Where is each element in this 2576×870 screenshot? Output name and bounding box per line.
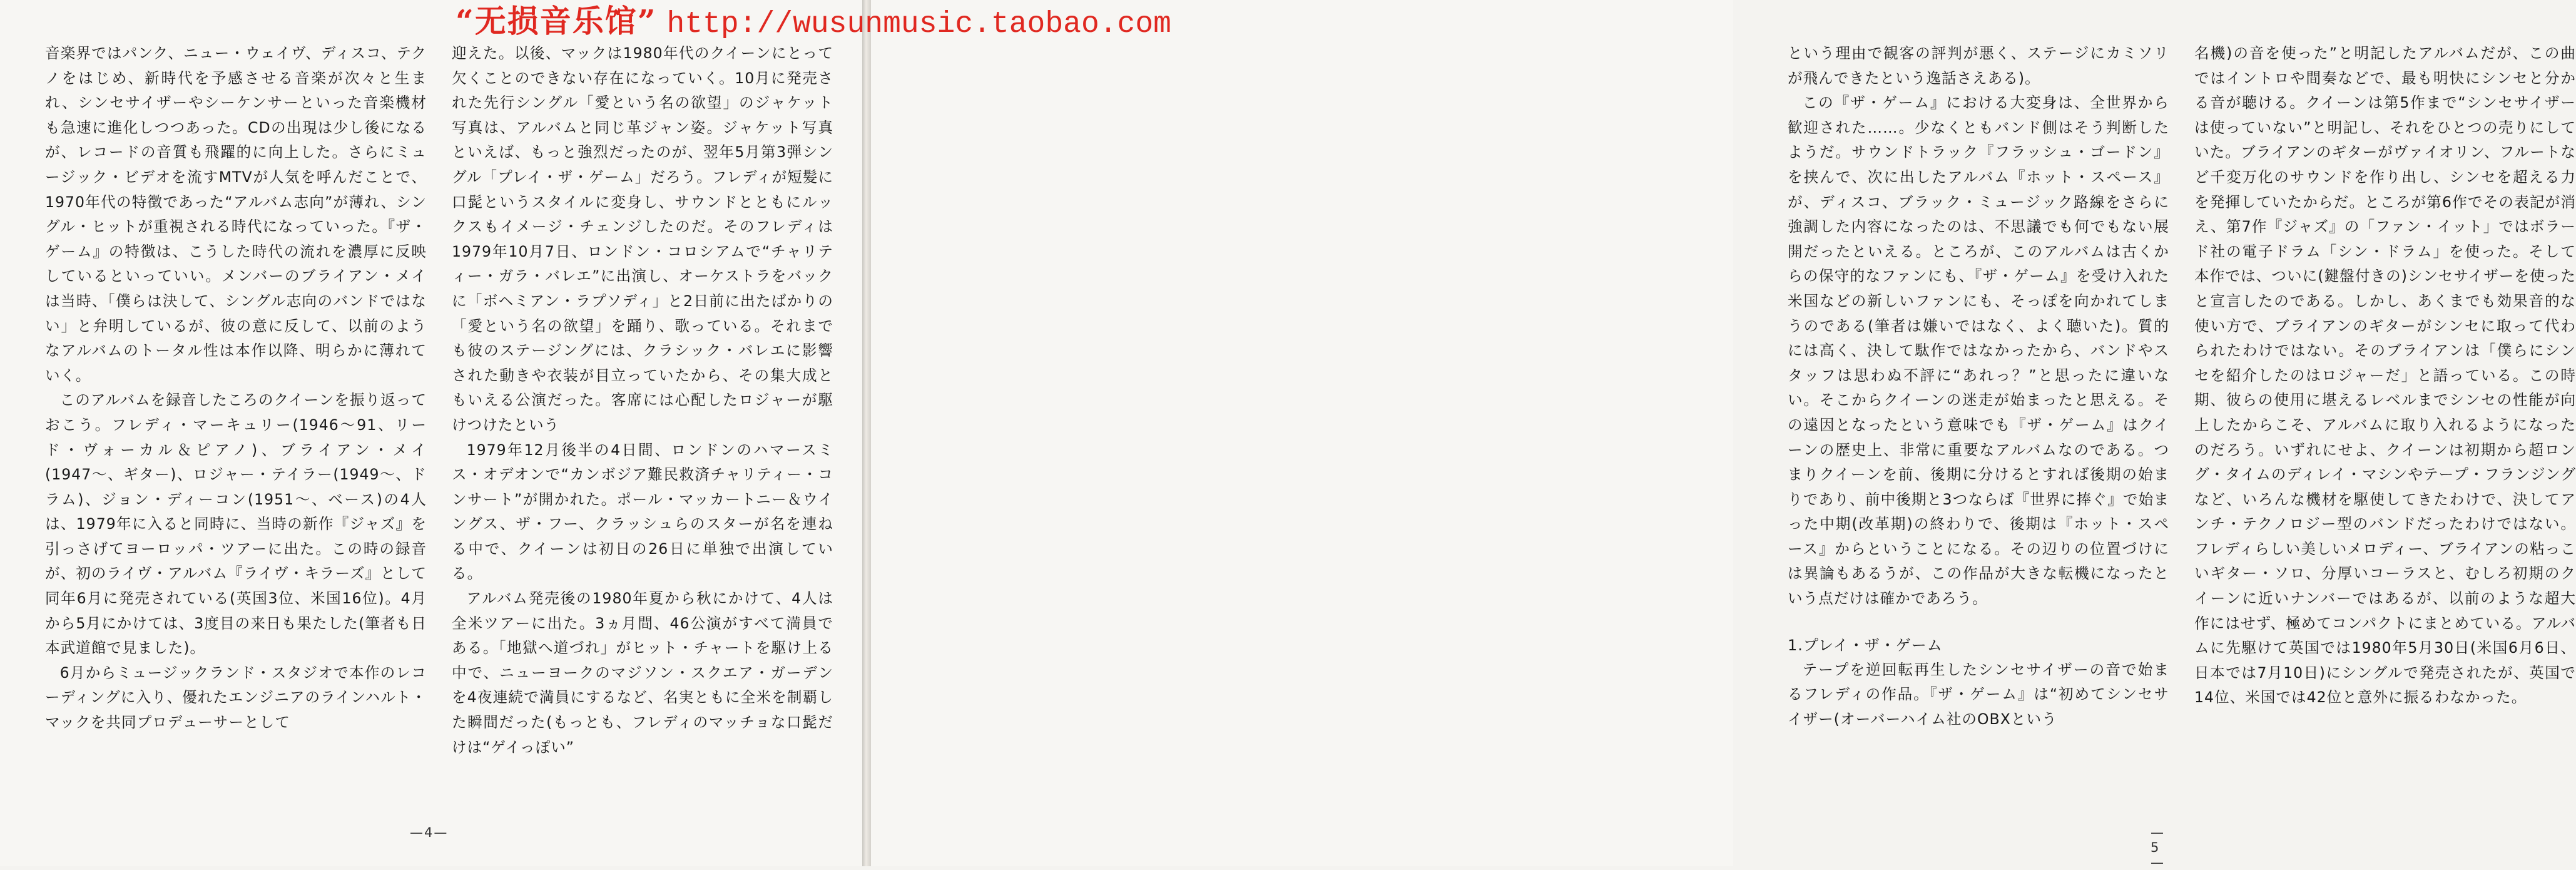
text-column-1: [45, 41, 427, 735]
paragraph: アルバム発売後の1980年夏から秋にかけて、4人は全米ツアーに出た。3ヵ月間、46公演がすべて満員である。「地獄へ道づれ」がヒット・チャートを駆け上る中で、ニューヨークのマジソン・スクエア・ガーデンを4夜連続で満員にするなど、名実ともに全米を制覇した瞬間だった(もっとも、フレディのマッチョな口髭だけは“ゲイっぽい”: [452, 590, 833, 756]
book-gutter: [862, 0, 871, 866]
track-heading: 1.プレイ・ザ・ゲーム: [1788, 636, 1943, 654]
text-column-4: [2194, 41, 2576, 710]
paragraph: 迎えた。以後、マックは1980年代のクイーンにとって欠くことのできない存在になっていく。10月に発売された先行シングル「愛という名の欲望」のジャケット写真は、アルバムと同じ革ジャン姿。ジャケット写真といえば、もっと強烈だったのが、翌年5月第3弾シングル「プレイ・ザ・ゲーム」だろう。フレディが短髪に口髭というスタイルに変身し、サウンドとともにルックスもイメージ・チェンジしたのだ。そのフレディは1979年10月7日、ロンドン・コロシアムで“チャリティー・ガラ・バレエ”に出演し、オーケストラをバックに「ボヘミアン・ラプソディ」と2日前に出たばかりの「愛という名の欲望」を踊り、歌っている。それまでも彼のステージングには、クラシック・バレエに影響された動きや衣装が目立っていたから、その集大成ともいえる公演だった。客席には心配したロジャーが駆けつけたという: [452, 44, 833, 434]
paragraph: この『ザ・ゲーム』における大変身は、全世界から歓迎された……。少なくともバンド側はそう判断したようだ。サウンドトラック『フラッシュ・ゴードン』を挟んで、次に出したアルバム『ホット・スペース』が、ディスコ、ブラック・ミュージック路線をさらに強調した内容になったのは、不思議でも何でもない展開だったといえる。ところが、このアルバムは古くからの保守的なファンにも、『ザ・ゲーム』を受け入れた米国などの新しいファンにも、そっぽを向かれてしまうのである(筆者は嫌いではなく、よく聴いた)。質的には高く、決して駄作ではなかったから、バンドやスタッフは思わぬ不評に“あれっ？”と思ったに違いない。そこからクイーンの迷走が始まったと思える。その遠因となったという意味でも『ザ・ゲーム』はクイーンの歴史上、非常に重要なアルバムなのである。つまりクイーンを前、後期に分けるとすれば後期の始まりであり、前中後期と3つならば『世界に捧ぐ』で始まった中期(改革期)の終わりで、後期は『ホット・スペース』からということになる。その辺りの位置づけには異論もあるうが、この作品が大きな転機になったという点だけは確かであろう。: [1788, 94, 2169, 608]
paragraph: 1979年12月後半の4日間、ロンドンのハマースミス・オデオンで“カンボジア難民救済チャリティー・コンサート”が開かれた。ポール・マッカートニー＆ウイングス、ザ・フー、クラッシュらのスターが名を連ねる中で、クイーンは初日の26日に単独で出演している。: [452, 441, 833, 583]
right-page: [871, 0, 2576, 870]
page-number: —5—: [2151, 825, 2165, 870]
paragraph: という理由で観客の評判が悪く、ステージにカミソリが飛んできたという逸話さえある)。: [1788, 44, 2169, 87]
watermark: [456, 1, 1171, 44]
paragraph: 名機)の音を使った”と明記したアルバムだが、この曲ではイントロや間奏などで、最も明快にシンセと分かる音が聴ける。クイーンは第5作まで“シンセサイザーは使っていない”と明記し、それをひとつの売りにしていた。ブライアンのギターがヴァイオリン、フルートなど千変万化のサウンドを作り出し、シンセを超える力を発揮していたからだ。ところが第6作でその表記が消え、第7作『ジャズ』の「ファン・イット」ではボラード社の電子ドラム「シン・ドラム」を使った。そして本作では、ついに(鍵盤付きの)シンセサイザーを使ったと宣言したのである。しかし、あくまでも効果音的な使い方で、ブライアンのギターがシンセに取って代わられたわけではない。そのブライアンは「僕らにシンセを紹介したのはロジャーだ」と語っている。この時期、彼らの使用に堪えるレベルまでシンセの性能が向上したからこそ、アルバムに取り入れるようになったのだろう。いずれにせよ、クイーンは初期から超ロング・タイムのディレイ・マシンやテープ・フランジングなど、いろんな機材を駆使してきたわけで、決してアンチ・テクノロジー型のバンドだったわけではない。フレディらしい美しいメロディー、ブライアンの粘っこいギター・ソロ、分厚いコーラスと、むしろ初期のクイーンに近いナンバーではあるが、以前のような超大作にはせず、極めてコンパクトにまとめている。アルバムに先駆けて英国では1980年5月30日(米国6月6日、日本では7月10日)にシングルで発売されたが、英国で14位、米国では42位と意外に振るわなかった。: [2194, 44, 2576, 707]
watermark-shop-name: “无损音乐馆”: [456, 3, 657, 39]
paragraph: 6月からミュージックランド・スタジオで本作のレコーディングに入り、優れたエンジニアのラインハルト・マックを共同プロデューサーとして: [45, 663, 427, 732]
watermark-url: http://wusunmusic.taobao.com: [666, 8, 1171, 41]
text-column-2: [452, 41, 833, 760]
left-page: [0, 0, 862, 866]
page-number: —4—: [410, 825, 449, 840]
paragraph: テープを逆回転再生したシンセサイザーの音で始まるフレディの作品。『ザ・ゲーム』は“初めてシンセサイザー(オーバーハイム社のOBXという: [1788, 660, 2169, 728]
text-column-3: [1788, 41, 2169, 732]
paragraph: このアルバムを録音したころのクイーンを振り返っておこう。フレディ・マーキュリー(1946〜91、リード・ヴォーカル＆ピアノ)、ブライアン・メイ(1947〜、ギター)、ロジャー・テイラー(1949〜、ドラム)、ジョン・ディーコン(1951〜、ベース)の4人は、1979年に入ると同時に、当時の新作『ジャズ』を引っさげてヨーロッパ・ツアーに出た。この時の録音が、初のライヴ・アルバム『ライヴ・キラーズ』として同年6月に発売されている(英国3位、米国16位)。4月から5月にかけては、3度目の来日も果たした(筆者も日本武道館で見ました)。: [45, 391, 427, 657]
paragraph: 音楽界ではパンク、ニュー・ウェイヴ、ディスコ、テクノをはじめ、新時代を予感させる音楽が次々と生まれ、シンセサイザーやシーケンサーといった音楽機材も急速に進化しつつあった。CDの出現は少し後になるが、レコードの音質も飛躍的に向上した。さらにミュージック・ビデオを流すMTVが人気を呼んだことで、1970年代の特徴であった“アルバム志向”が薄れ、シングル・ヒットが重視される時代になっていった。『ザ・ゲーム』の特徴は、こうした時代の流れを濃厚に反映しているといっていい。メンバーのブライアン・メイは当時、「僕らは決して、シングル志向のバンドではない」と弁明しているが、彼の意に反して、以前のようなアルバムのトータル性は本作以降、明らかに薄れていく。: [45, 44, 427, 384]
